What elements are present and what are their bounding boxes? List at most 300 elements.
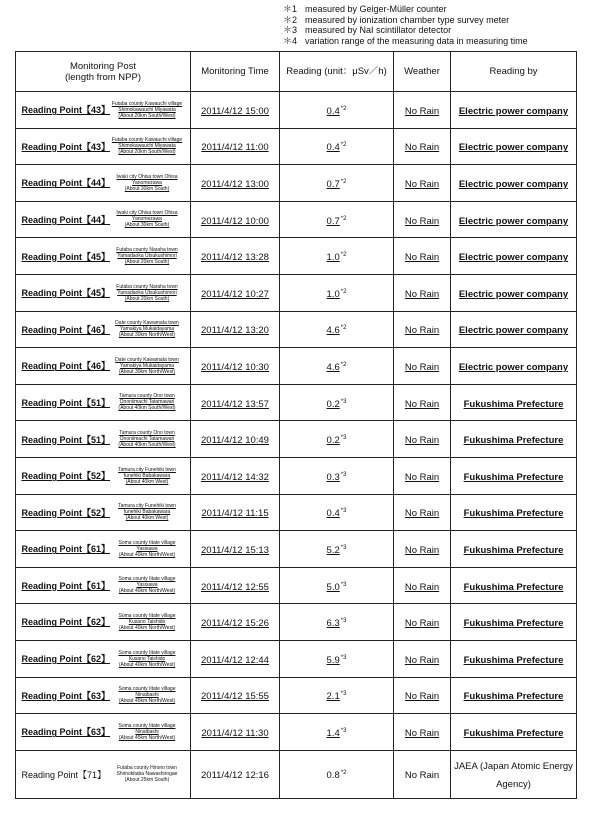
location-name: Tamura county Ono town Ononiimachi Tatamawari	[119, 393, 175, 406]
reading-cell	[280, 238, 394, 275]
table-row	[16, 348, 577, 385]
weather-cell	[394, 567, 451, 604]
monitoring-time-cell	[191, 494, 280, 531]
footnote-text: measured by ionization chamber type survey meter	[305, 14, 510, 25]
header-reading: Reading (unit：μSv／h)	[280, 52, 394, 92]
reading-point-label: Reading Point【62】	[21, 654, 111, 665]
header-post-sublabel: (length from NPP)	[64, 71, 142, 83]
table-row	[16, 201, 577, 238]
location-name: Soma county Iitate village Yasisawa	[118, 576, 176, 589]
location-text	[110, 765, 185, 783]
reading-organization: Fukushima Prefecture	[463, 508, 564, 520]
weather-cell	[394, 128, 451, 165]
location-name: Futaba county Naraha town Yamadaoka Utsukushimori	[116, 247, 178, 260]
reading-by-cell	[451, 604, 577, 641]
location-text	[110, 540, 185, 558]
weather-cell	[394, 714, 451, 751]
reading-point-label: Reading Point【62】	[21, 617, 111, 628]
reading-organization: Fukushima Prefecture	[463, 727, 564, 739]
weather-value: No Rain	[404, 581, 440, 593]
table-row	[16, 604, 577, 641]
monitoring-time-cell	[191, 128, 280, 165]
weather-value: No Rain	[404, 471, 440, 483]
monitoring-time: 2011/4/12 12:16	[201, 770, 269, 782]
weather-cell	[394, 421, 451, 458]
reading-note: *2	[340, 288, 347, 295]
table-row	[16, 92, 577, 129]
weather-value: No Rain	[404, 654, 440, 666]
reading-point-label: Reading Point【51】	[21, 434, 111, 445]
footnote-text: measured by Geiger-Müller counter	[305, 4, 447, 14]
monitoring-time: 2011/4/12 13:28	[201, 252, 269, 264]
table-row	[16, 128, 577, 165]
location-distance: (About 20km South)	[124, 295, 170, 302]
location-text	[110, 686, 185, 704]
monitoring-post-cell	[16, 165, 191, 202]
monitoring-time-cell	[191, 640, 280, 677]
reading-note: *2	[340, 325, 347, 332]
monitoring-table	[15, 51, 577, 799]
location-name: Iwaki city Ohisa town Ohisa Yanomezawa	[116, 173, 178, 186]
reading-organization: Fukushima Prefecture	[463, 581, 564, 593]
table-body	[16, 92, 577, 799]
location-name: Date county Kawamata town Yamakiya Mukaidayama	[115, 320, 179, 333]
footnote-text: measured by NaI scintillator detector	[305, 25, 452, 35]
weather-value: No Rain	[404, 252, 440, 264]
header-post-label: Monitoring Post	[69, 60, 136, 72]
weather-value: No Rain	[404, 508, 440, 520]
reading-value: 0.2	[326, 398, 340, 410]
location-distance: (About 30km North/West)	[118, 332, 176, 339]
location-distance: (About 20km South)	[124, 259, 170, 266]
weather-value: No Rain	[404, 105, 440, 117]
weather-value: No Rain	[404, 618, 440, 630]
location-name: Soma county Iitate village Yasisawa	[118, 539, 176, 552]
weather-value: No Rain	[404, 727, 440, 739]
location-name: Futaba county Kawauchi village Shimokawauchi Miyawata	[111, 100, 183, 113]
table-row	[16, 714, 577, 751]
monitoring-time: 2011/4/12 10:00	[201, 215, 269, 227]
location-text	[110, 467, 185, 485]
reading-by-cell	[451, 640, 577, 677]
monitoring-time: 2011/4/12 11:15	[201, 508, 269, 520]
location-text	[110, 503, 185, 521]
weather-cell	[394, 457, 451, 494]
reading-note: *3	[340, 398, 347, 405]
location-text	[110, 723, 185, 741]
header-monitoring-post	[16, 52, 191, 92]
reading-organization: Fukushima Prefecture	[463, 435, 564, 447]
footnote-mark: ＊3	[283, 25, 298, 35]
weather-cell	[394, 165, 451, 202]
reading-point-label: Reading Point【63】	[21, 690, 111, 701]
weather-value: No Rain	[404, 215, 440, 227]
reading-cell	[280, 92, 394, 129]
reading-value: 0.2	[326, 435, 340, 447]
monitoring-time: 2011/4/12 12:55	[201, 581, 269, 593]
reading-organization: Electric power company	[458, 142, 569, 154]
location-distance: (About 30km South)	[124, 222, 170, 229]
location-text	[110, 357, 185, 375]
footnote-mark: ＊1	[283, 4, 298, 14]
weather-cell	[394, 494, 451, 531]
reading-point-label: Reading Point【52】	[21, 507, 111, 518]
monitoring-post-cell	[16, 92, 191, 129]
location-distance: (About 40km North/West)	[118, 551, 176, 558]
reading-by-cell	[451, 128, 577, 165]
monitoring-time-cell	[191, 238, 280, 275]
reading-by-cell	[451, 238, 577, 275]
reading-organization: Fukushima Prefecture	[463, 398, 564, 410]
header-row	[16, 52, 577, 92]
reading-value: 0.7	[326, 178, 340, 190]
reading-by-cell	[451, 750, 577, 798]
reading-by-cell	[451, 274, 577, 311]
reading-value: 0.4	[326, 142, 340, 154]
reading-by-cell	[451, 531, 577, 568]
reading-by-cell	[451, 677, 577, 714]
reading-value: 0.4	[326, 508, 340, 520]
monitoring-post-cell	[16, 201, 191, 238]
weather-cell	[394, 348, 451, 385]
location-name: Soma county Iitate village Ninaibashi	[118, 722, 176, 735]
monitoring-time-cell	[191, 92, 280, 129]
reading-point-label: Reading Point【63】	[21, 727, 111, 738]
reading-organization: Electric power company	[458, 288, 569, 300]
weather-cell	[394, 384, 451, 421]
location-text	[110, 393, 185, 411]
reading-value: 5.0	[326, 581, 340, 593]
monitoring-time: 2011/4/12 10:30	[201, 361, 269, 373]
reading-by-cell	[451, 92, 577, 129]
location-text	[110, 174, 185, 192]
weather-cell	[394, 311, 451, 348]
monitoring-time-cell	[191, 201, 280, 238]
monitoring-time-cell	[191, 165, 280, 202]
footnote-text: variation range of the measuring data in measuring time	[305, 35, 528, 46]
reading-cell	[280, 531, 394, 568]
reading-note: *2	[340, 770, 347, 777]
reading-cell	[280, 201, 394, 238]
location-distance: (About 40km West)	[125, 478, 169, 485]
location-name: Futaba county Hirono town Shimokitaba Nawashirogae	[116, 765, 178, 778]
reading-point-label: Reading Point【45】	[21, 251, 111, 262]
location-text	[110, 320, 185, 338]
reading-cell	[280, 640, 394, 677]
reading-note: *3	[340, 727, 347, 734]
reading-value: 0.4	[326, 105, 340, 117]
weather-cell	[394, 531, 451, 568]
monitoring-time: 2011/4/12 10:27	[201, 288, 269, 300]
footnote	[283, 25, 528, 36]
reading-cell	[280, 274, 394, 311]
reading-point-label: Reading Point【46】	[21, 324, 111, 335]
monitoring-post-cell	[16, 128, 191, 165]
location-name: Tamura city Funehiki town funehiki Babakawara	[118, 466, 176, 479]
location-text	[110, 430, 185, 448]
monitoring-post-cell	[16, 714, 191, 751]
weather-value: No Rain	[404, 178, 440, 190]
reading-by-cell	[451, 714, 577, 751]
reading-value: 0.8	[326, 770, 340, 782]
monitoring-time-cell	[191, 274, 280, 311]
monitoring-time-cell	[191, 567, 280, 604]
monitoring-post-cell	[16, 384, 191, 421]
reading-note: *3	[340, 618, 347, 625]
reading-point-label: Reading Point【52】	[21, 471, 111, 482]
monitoring-post-cell	[16, 457, 191, 494]
reading-point-label: Reading Point【61】	[21, 544, 111, 555]
location-text	[110, 137, 185, 155]
monitoring-time-cell	[191, 421, 280, 458]
footnote-mark: ＊2	[283, 14, 298, 25]
location-distance: (About 25km South)	[124, 777, 170, 784]
weather-cell	[394, 92, 451, 129]
weather-value: No Rain	[404, 770, 440, 782]
reading-point-label: Reading Point【43】	[21, 141, 111, 152]
monitoring-post-cell	[16, 604, 191, 641]
monitoring-post-cell	[16, 531, 191, 568]
weather-value: No Rain	[404, 142, 440, 154]
location-name: Soma county Iitate village Ninaibashi	[118, 686, 176, 699]
reading-value: 1.4	[326, 727, 340, 739]
location-text	[110, 101, 185, 119]
monitoring-time: 2011/4/12 15:26	[201, 618, 269, 630]
weather-cell	[394, 274, 451, 311]
weather-value: No Rain	[404, 288, 440, 300]
table-row	[16, 238, 577, 275]
weather-cell	[394, 750, 451, 798]
table-row	[16, 494, 577, 531]
reading-note: *3	[340, 508, 347, 515]
weather-value: No Rain	[404, 325, 440, 337]
weather-cell	[394, 604, 451, 641]
monitoring-time: 2011/4/12 11:00	[201, 142, 269, 154]
reading-note: *3	[340, 581, 347, 588]
reading-cell	[280, 750, 394, 798]
reading-organization: Fukushima Prefecture	[463, 544, 564, 556]
location-distance: (About 30km South)	[124, 185, 170, 192]
reading-by-cell	[451, 311, 577, 348]
reading-organization: Fukushima Prefecture	[463, 618, 564, 630]
table-row	[16, 567, 577, 604]
reading-cell	[280, 311, 394, 348]
reading-value: 5.9	[326, 654, 340, 666]
monitoring-time: 2011/4/12 13:20	[201, 325, 269, 337]
weather-cell	[394, 238, 451, 275]
reading-point-label: Reading Point【71】	[21, 769, 107, 780]
reading-point-label: Reading Point【44】	[21, 178, 111, 189]
reading-note: *2	[340, 105, 347, 112]
footnote	[283, 36, 528, 47]
location-text	[110, 247, 185, 265]
location-name: Date county Kawamata town Yamakiya Mukaidayama	[115, 356, 179, 369]
location-distance: (About 45km North/West)	[118, 698, 176, 705]
location-distance: (About 20km South/West)	[118, 149, 176, 156]
reading-by-cell	[451, 457, 577, 494]
reading-cell	[280, 421, 394, 458]
reading-note: *3	[340, 654, 347, 661]
reading-note: *2	[340, 361, 347, 368]
location-distance: (About 40km South/West)	[118, 442, 176, 449]
weather-value: No Rain	[404, 361, 440, 373]
reading-organization: Electric power company	[458, 178, 569, 190]
location-name: Iwaki city Ohisa town Ohisa Yanomezawa	[116, 210, 178, 223]
reading-by-cell	[451, 384, 577, 421]
table-row	[16, 640, 577, 677]
monitoring-post-cell	[16, 750, 191, 798]
monitoring-time-cell	[191, 677, 280, 714]
reading-organization: Electric power company	[458, 252, 569, 264]
reading-point-label: Reading Point【46】	[21, 361, 111, 372]
location-distance: (About 45km North/West)	[118, 734, 176, 741]
reading-note: *2	[340, 252, 347, 259]
monitoring-time-cell	[191, 750, 280, 798]
reading-cell	[280, 677, 394, 714]
location-text	[110, 650, 185, 668]
location-distance: (About 40km South/West)	[118, 405, 176, 412]
reading-organization: Electric power company	[458, 361, 569, 373]
table-row	[16, 457, 577, 494]
table-row	[16, 384, 577, 421]
location-name: Futaba county Naraha town Yamadaoka Utsukushimori	[116, 283, 178, 296]
location-distance: (About 30km North/West)	[118, 368, 176, 375]
monitoring-post-cell	[16, 677, 191, 714]
reading-cell	[280, 384, 394, 421]
table-row	[16, 165, 577, 202]
reading-by-cell	[451, 348, 577, 385]
monitoring-time-cell	[191, 531, 280, 568]
monitoring-time: 2011/4/12 12:44	[201, 654, 269, 666]
reading-value: 1.0	[326, 288, 340, 300]
reading-point-label: Reading Point【51】	[21, 397, 111, 408]
reading-organization: Fukushima Prefecture	[463, 691, 564, 703]
monitoring-time-cell	[191, 604, 280, 641]
monitoring-time-cell	[191, 457, 280, 494]
reading-value: 6.3	[326, 618, 340, 630]
monitoring-post-cell	[16, 494, 191, 531]
reading-cell	[280, 128, 394, 165]
location-distance: (About 40km North/West)	[118, 588, 176, 595]
monitoring-time: 2011/4/12 11:30	[201, 727, 269, 739]
monitoring-time: 2011/4/12 15:00	[201, 105, 269, 117]
location-distance: (About 20km South/West)	[118, 112, 176, 119]
reading-note: *2	[340, 215, 347, 222]
header-reading-by: Reading by	[451, 52, 577, 92]
table-row	[16, 531, 577, 568]
location-name: Soma county Iitate village Kusano Taishido	[118, 612, 176, 625]
reading-cell	[280, 494, 394, 531]
monitoring-time: 2011/4/12 10:49	[201, 435, 269, 447]
weather-value: No Rain	[404, 435, 440, 447]
monitoring-time-cell	[191, 384, 280, 421]
reading-value: 4.6	[326, 325, 340, 337]
footnote	[283, 4, 528, 15]
reading-organization: JAEA (Japan Atomic Energy Agency)	[454, 761, 573, 791]
reading-note: *2	[340, 142, 347, 149]
reading-value: 5.2	[326, 544, 340, 556]
footnotes	[283, 4, 528, 46]
monitoring-time: 2011/4/12 15:55	[201, 691, 269, 703]
table-row	[16, 274, 577, 311]
reading-by-cell	[451, 421, 577, 458]
reading-organization: Electric power company	[458, 325, 569, 337]
reading-by-cell	[451, 201, 577, 238]
location-text	[110, 613, 185, 631]
reading-cell	[280, 348, 394, 385]
monitoring-time: 2011/4/12 14:32	[201, 471, 269, 483]
monitoring-post-cell	[16, 640, 191, 677]
location-text	[110, 284, 185, 302]
monitoring-time: 2011/4/12 13:00	[201, 178, 269, 190]
weather-cell	[394, 201, 451, 238]
reading-note: *3	[340, 471, 347, 478]
reading-cell	[280, 714, 394, 751]
reading-note: *3	[340, 691, 347, 698]
weather-cell	[394, 640, 451, 677]
reading-by-cell	[451, 165, 577, 202]
weather-value: No Rain	[404, 691, 440, 703]
table-row	[16, 311, 577, 348]
weather-cell	[394, 677, 451, 714]
header-weather: Weather	[394, 52, 451, 92]
reading-organization: Electric power company	[458, 105, 569, 117]
table-row	[16, 421, 577, 458]
reading-by-cell	[451, 494, 577, 531]
reading-value: 2.1	[326, 691, 340, 703]
weather-value: No Rain	[404, 398, 440, 410]
location-text	[110, 576, 185, 594]
location-text	[110, 210, 185, 228]
footnote-mark: ＊4	[283, 35, 298, 46]
table-row	[16, 750, 577, 798]
reading-value: 1.0	[326, 252, 340, 264]
reading-point-label: Reading Point【61】	[21, 580, 111, 591]
reading-point-label: Reading Point【43】	[21, 105, 111, 116]
location-distance: (About 40km North/West)	[118, 624, 176, 631]
footnote	[283, 15, 528, 26]
monitoring-time: 2011/4/12 13:57	[201, 398, 269, 410]
reading-by-cell	[451, 567, 577, 604]
reading-cell	[280, 604, 394, 641]
reading-value: 0.3	[326, 471, 340, 483]
monitoring-time-cell	[191, 348, 280, 385]
monitoring-time: 2011/4/12 15:13	[201, 544, 269, 556]
monitoring-post-cell	[16, 567, 191, 604]
reading-cell	[280, 165, 394, 202]
location-distance: (About 40km North/West)	[118, 661, 176, 668]
reading-value: 0.7	[326, 215, 340, 227]
table-row	[16, 677, 577, 714]
location-distance: (About 40km West)	[125, 515, 169, 522]
reading-cell	[280, 567, 394, 604]
monitoring-post-cell	[16, 348, 191, 385]
location-name: Soma county Iitate village Kusano Taishido	[118, 649, 176, 662]
location-name: Futaba county Kawauchi village Shimokawauchi Miyawata	[111, 137, 183, 150]
reading-organization: Fukushima Prefecture	[463, 654, 564, 666]
location-name: Tamura city Funehiki town funehiki Babakawara	[118, 503, 176, 516]
monitoring-post-cell	[16, 421, 191, 458]
reading-point-label: Reading Point【45】	[21, 288, 111, 299]
monitoring-post-cell	[16, 274, 191, 311]
reading-organization: Electric power company	[458, 215, 569, 227]
reading-cell	[280, 457, 394, 494]
monitoring-time-cell	[191, 714, 280, 751]
reading-note: *2	[340, 178, 347, 185]
reading-organization: Fukushima Prefecture	[463, 471, 564, 483]
header-monitoring-time: Monitoring Time	[191, 52, 280, 92]
reading-note: *3	[340, 435, 347, 442]
